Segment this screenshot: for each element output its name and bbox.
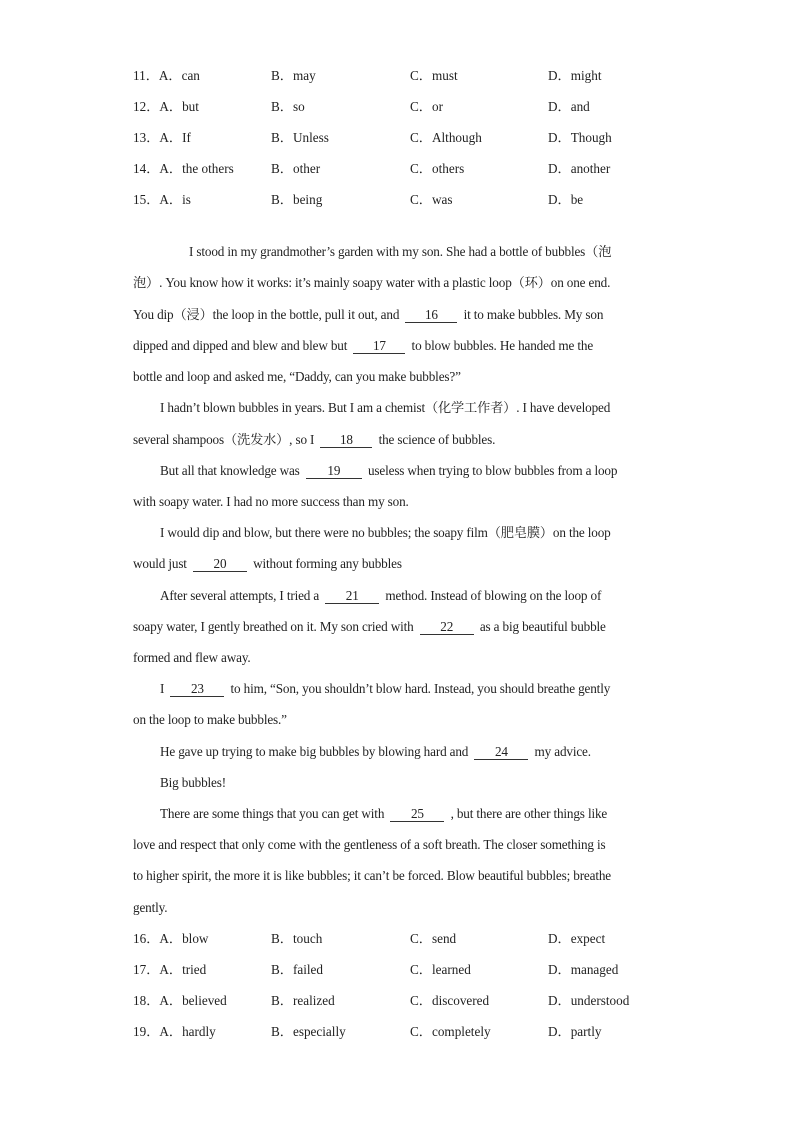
option-d: D．managed: [548, 962, 619, 977]
passage-line: gently.: [133, 900, 168, 915]
option-c: C．must: [410, 68, 458, 83]
option-a: 13．A．If: [133, 130, 191, 145]
option-b: B．Unless: [271, 130, 329, 145]
passage-line: I stood in my grandmother’s garden with my son. She had a bottle of bubbles（泡: [189, 244, 612, 259]
option-a: 12．A．but: [133, 99, 199, 114]
passage-line: [133, 337, 593, 355]
passage-line: formed and flew away.: [133, 650, 251, 665]
passage-line: on the loop to make bubbles.”: [133, 712, 287, 727]
passage-text: my advice.: [531, 744, 591, 759]
option-a: 14．A．the others: [133, 161, 234, 176]
passage-line: I would dip and blow, but there were no bubbles; the soapy film（肥皂膜）on the loop: [160, 525, 611, 540]
passage-text: dipped and dipped and blew and blew but: [133, 338, 351, 353]
blank-20: 20: [193, 557, 247, 572]
option-b: B．realized: [271, 993, 335, 1008]
passage-line: 泡）. You know how it works: it’s mainly soapy water with a plastic loop（环）on one end.: [133, 275, 611, 290]
option-c: C．discovered: [410, 993, 490, 1008]
passage-line: [133, 431, 495, 449]
blank-18: 18: [320, 433, 372, 448]
option-d: D．and: [548, 99, 590, 114]
passage-line: [160, 462, 617, 480]
option-b: B．failed: [271, 962, 324, 977]
blank-21: 21: [325, 589, 379, 604]
passage-text: method. Instead of blowing on the loop of: [382, 588, 602, 603]
passage-line: I hadn’t blown bubbles in years. But I am a chemist（化学工作者）. I have developed: [160, 400, 611, 415]
passage-line: [133, 306, 603, 324]
passage-text: it to make bubbles. My son: [460, 307, 604, 322]
blank-25: 25: [390, 807, 444, 822]
passage-text: After several attempts, I tried a: [160, 588, 323, 603]
passage-text: There are some things that you can get with: [160, 806, 388, 821]
option-b: B．may: [271, 68, 316, 83]
option-d: D．be: [548, 192, 584, 207]
passage-text: , but there are other things like: [447, 806, 608, 821]
option-c: C．send: [410, 931, 457, 946]
option-b: B．so: [271, 99, 305, 114]
passage-text: useless when trying to blow bubbles from a loop: [364, 463, 618, 478]
option-c: C．completely: [410, 1024, 491, 1039]
passage-line: love and respect that only come with the gentleness of a soft breath. The closer something is: [133, 837, 606, 852]
passage-text: would just: [133, 556, 190, 571]
option-c: C．was: [410, 192, 453, 207]
option-a: 11．A．can: [133, 68, 200, 83]
passage-line: [160, 743, 591, 761]
option-d: D．partly: [548, 1024, 602, 1039]
passage-text: several shampoos（洗发水）, so I: [133, 432, 318, 447]
option-d: D．might: [548, 68, 602, 83]
passage-text: without forming any bubbles: [249, 556, 402, 571]
option-d: D．expect: [548, 931, 606, 946]
passage-line: [133, 618, 606, 636]
option-a: 18．A．believed: [133, 993, 227, 1008]
blank-22: 22: [420, 620, 474, 635]
blank-16: 16: [405, 308, 457, 323]
option-d: D．understood: [548, 993, 630, 1008]
passage-line: [160, 680, 610, 698]
passage-line: Big bubbles!: [160, 775, 226, 790]
option-d: D．another: [548, 161, 611, 176]
blank-19: 19: [306, 464, 362, 479]
passage-line: to higher spirit, the more it is like bubbles; it can’t be forced. Blow beautiful bubbles; breathe: [133, 868, 612, 883]
blank-24: 24: [474, 745, 528, 760]
option-b: B．being: [271, 192, 323, 207]
passage-line: bottle and loop and asked me, “Daddy, can you make bubbles?”: [133, 369, 461, 384]
option-a: 17．A．tried: [133, 962, 207, 977]
option-a: 15．A．is: [133, 192, 191, 207]
passage-line: [160, 805, 607, 823]
passage-text: to him, “Son, you shouldn’t blow hard. Instead, you should breathe gently: [227, 681, 611, 696]
passage-text: But all that knowledge was: [160, 463, 303, 478]
option-c: C．Although: [410, 130, 482, 145]
passage-text: You dip（浸）the loop in the bottle, pull it out, and: [133, 307, 403, 322]
option-d: D．Though: [548, 130, 612, 145]
blank-17: 17: [353, 339, 405, 354]
passage-text: the science of bubbles.: [375, 432, 496, 447]
passage-text: as a big beautiful bubble: [476, 619, 606, 634]
passage-line: [133, 555, 402, 573]
option-b: B．especially: [271, 1024, 346, 1039]
passage-text: He gave up trying to make big bubbles by blowing hard and: [160, 744, 472, 759]
passage-text: I: [160, 681, 168, 696]
passage-line: [160, 587, 601, 605]
option-c: C．learned: [410, 962, 471, 977]
passage-line: with soapy water. I had no more success than my son.: [133, 494, 409, 509]
passage-text: soapy water, I gently breathed on it. My son cried with: [133, 619, 417, 634]
option-a: 16．A．blow: [133, 931, 209, 946]
passage-text: to blow bubbles. He handed me the: [408, 338, 594, 353]
option-c: C．or: [410, 99, 443, 114]
option-a: 19．A．hardly: [133, 1024, 216, 1039]
option-b: B．touch: [271, 931, 323, 946]
blank-23: 23: [170, 682, 224, 697]
option-b: B．other: [271, 161, 321, 176]
option-c: C．others: [410, 161, 465, 176]
